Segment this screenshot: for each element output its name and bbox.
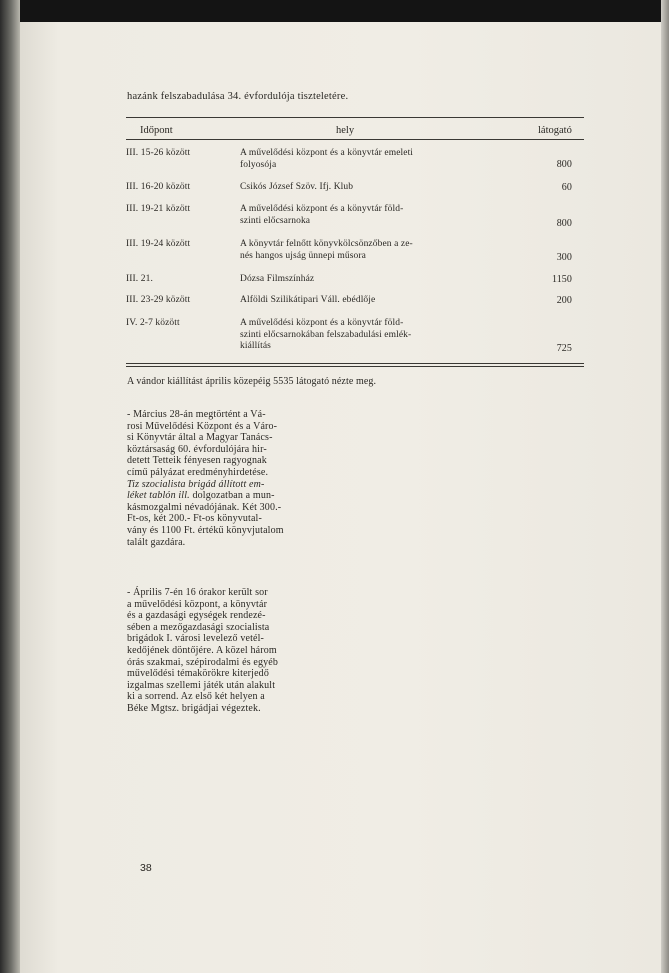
paragraph-march-text-after: dolgozatban a mun- kásmozgalmi névadójának. Két 300.- Ft-os, két 200.- Ft-os könyvutal- vány és 1100 Ft. értékű könyvjutalom talált gazdára.	[127, 490, 284, 548]
row-date: IV. 2-7 között	[126, 318, 180, 328]
header-visitors: látogató	[538, 125, 572, 136]
row-place: A művelődési központ és a könyvtár emeleti folyosója	[240, 148, 414, 170]
table-top-rule	[126, 117, 584, 118]
row-visitors: 725	[556, 343, 572, 354]
scan-right-border	[661, 0, 669, 973]
paragraph-march-italic: Tiz szocialista brigád állított em- léket tablón ill.	[127, 478, 265, 502]
row-place: A művelődési központ és a könyvtár föld- szinti előcsarnokában felszabadulási emlék- kiállítás	[240, 318, 412, 351]
table-header-rule	[126, 139, 584, 140]
header-date: Időpont	[140, 125, 173, 136]
row-visitors: 300	[556, 252, 572, 263]
row-visitors: 60	[561, 182, 572, 193]
row-place: Dózsa Filmszínház	[240, 274, 315, 284]
row-place: A könyvtár felnőtt könyvkölcsönzőben a ze- nés hangos ujság ünnepi műsora	[240, 239, 413, 261]
row-date: III. 21.	[126, 274, 153, 284]
book-spine-shadow	[0, 0, 20, 973]
row-visitors: 1150	[551, 274, 572, 285]
row-date: III. 19-21 között	[126, 204, 191, 214]
row-date: III. 23-29 között	[126, 295, 191, 305]
row-date: III. 16-20 között	[126, 182, 191, 192]
row-place: Csikós József Szöv. Ifj. Klub	[240, 182, 354, 192]
paragraph-march-text: - Március 28-án megtörtént a Vá- rosi Művelődési Központ és a Váro- si Könyvtár által a Magyar Tanács- köztársaság 60. évfordulójára hir- detett Tetteik fényesen ragyognak című pályázat eredményhirdetése.	[127, 409, 278, 478]
table-bottom-rule	[126, 363, 584, 364]
paragraph-march	[127, 409, 367, 548]
row-place: Alföldi Szilikátipari Váll. ebédlője	[240, 295, 376, 305]
row-visitors: 800	[556, 218, 572, 229]
table-bottom-rule-2	[126, 366, 584, 367]
paragraph-april: - Április 7-én 16 órakor került sor a művelődési központ, a könyvtár és a gazdasági egységek rendezé- sében a mezőgazdasági szocialista brigádok I. városi levelező vetél- kedőjének döntőjére. A közel három órás szakmai, szépirodalmi és egyéb művelődési témakörökre kiterjedő izgalmas szellemi játék után alakult ki a sorrend. Az első két helyen a Béke Mgtsz. brigádjai végeztek.	[127, 587, 279, 714]
row-date: III. 19-24 között	[126, 239, 191, 249]
row-visitors: 200	[556, 295, 572, 306]
intro-line: hazánk felszabadulása 34. évfordulója tiszteletére.	[127, 91, 349, 102]
row-visitors: 800	[556, 159, 572, 170]
row-place: A művelődési központ és a könyvtár föld- szinti előcsarnoka	[240, 204, 404, 226]
scan-top-border	[0, 0, 669, 22]
page-number: 38	[140, 862, 152, 874]
row-date: III. 15-26 között	[126, 148, 191, 158]
footnote: A vándor kiállítást április közepéig 5535 látogató nézte meg.	[127, 376, 377, 387]
header-place: hely	[336, 125, 355, 136]
